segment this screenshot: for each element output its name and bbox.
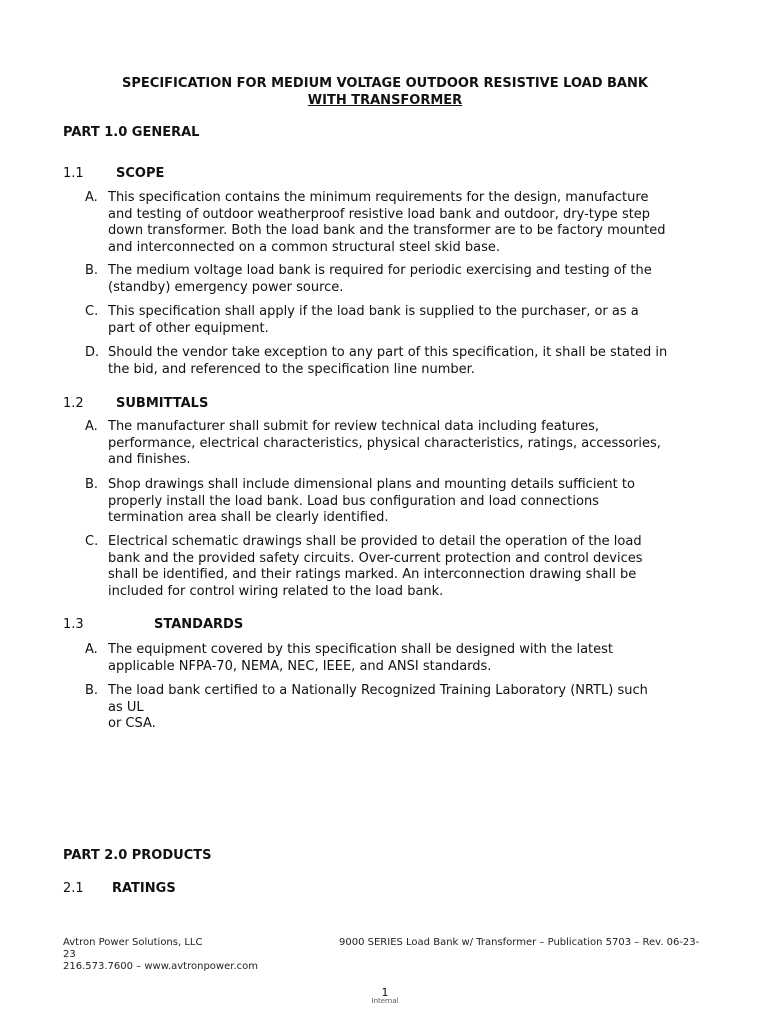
section-1-1-number: 1.1 xyxy=(63,166,84,181)
page-number: 1 xyxy=(381,986,389,999)
list-letter: C. xyxy=(85,534,99,549)
footer-publication: 9000 SERIES Load Bank w/ Transformer – Publication 5703 – Rev. 06-23- xyxy=(339,937,700,948)
submittals-item-c xyxy=(85,534,710,600)
scope-item-a xyxy=(85,190,710,256)
list-letter: C. xyxy=(85,304,99,319)
section-1-2-number: 1.2 xyxy=(63,396,84,411)
footer-company: Avtron Power Solutions, LLC xyxy=(63,937,203,948)
section-1-3-title: STANDARDS xyxy=(154,617,244,632)
submittals-item-a xyxy=(85,419,710,469)
document-subtitle: WITH TRANSFORMER xyxy=(307,93,463,108)
list-item-text: This specification shall apply if the load bank is supplied to the purchaser, or as a part of other equipment. xyxy=(108,304,639,336)
list-item-text: The load bank certified to a Nationally Recognized Training Laboratory (NRTL) such as UL or CSA. xyxy=(108,683,648,731)
list-letter: B. xyxy=(85,263,99,278)
section-2-1-number: 2.1 xyxy=(63,881,84,896)
list-item-text: Shop drawings shall include dimensional plans and mounting details sufficient to properly install the load bank. Load bus configuration and load connections termination area shall be clearly identified. xyxy=(108,477,635,525)
part-2-heading: PART 2.0 PRODUCTS xyxy=(63,848,212,863)
list-item-text: The medium voltage load bank is required for periodic exercising and testing of the (standby) emergency power source. xyxy=(108,263,652,295)
section-1-2-title: SUBMITTALS xyxy=(116,396,209,411)
list-letter: A. xyxy=(85,419,98,434)
list-letter: D. xyxy=(85,345,100,360)
footer-publication-continued: 23 xyxy=(63,949,76,960)
part-1-heading: PART 1.0 GENERAL xyxy=(63,125,200,140)
document-title: SPECIFICATION FOR MEDIUM VOLTAGE OUTDOOR RESISTIVE LOAD BANK xyxy=(122,76,648,91)
standards-item-b xyxy=(85,683,710,733)
list-item-text: The manufacturer shall submit for review technical data including features, performance, electrical characteristics, physical characteristics, ratings, accessories, and finishes. xyxy=(108,419,661,467)
section-1-1-title: SCOPE xyxy=(116,166,165,181)
list-letter: B. xyxy=(85,683,99,698)
section-2-1-title: RATINGS xyxy=(112,881,176,896)
list-item-text: The equipment covered by this specification shall be designed with the latest applicable NFPA-70, NEMA, NEC, IEEE, and ANSI standards. xyxy=(108,642,614,674)
scope-item-b xyxy=(85,263,710,296)
list-letter: B. xyxy=(85,477,99,492)
footer-contact: 216.573.7600 – www.avtronpower.com xyxy=(63,961,258,972)
list-item-text: This specification contains the minimum requirements for the design, manufacture and testing of outdoor weatherproof resistive load bank and outdoor, dry-type step down transformer. Both the load bank and the transformer are to be factory mounted and interconnected on a common structural steel skid base. xyxy=(108,190,666,255)
list-item-text: Electrical schematic drawings shall be provided to detail the operation of the load bank and the provided safety circuits. Over-current protection and control devices shall be identified, and their ratings marked. An interconnection drawing shall be included for control wiring related to the load bank. xyxy=(108,534,643,599)
list-letter: A. xyxy=(85,642,98,657)
scope-item-d xyxy=(85,345,710,378)
list-item-text: Should the vendor take exception to any part of this specification, it shall be stated in the bid, and referenced to the specification line number. xyxy=(108,345,668,377)
submittals-item-b xyxy=(85,477,710,527)
classification-label: Internal xyxy=(371,997,399,1005)
list-letter: A. xyxy=(85,190,98,205)
standards-item-a xyxy=(85,642,710,675)
scope-item-c xyxy=(85,304,710,337)
section-1-3-number: 1.3 xyxy=(63,617,84,632)
